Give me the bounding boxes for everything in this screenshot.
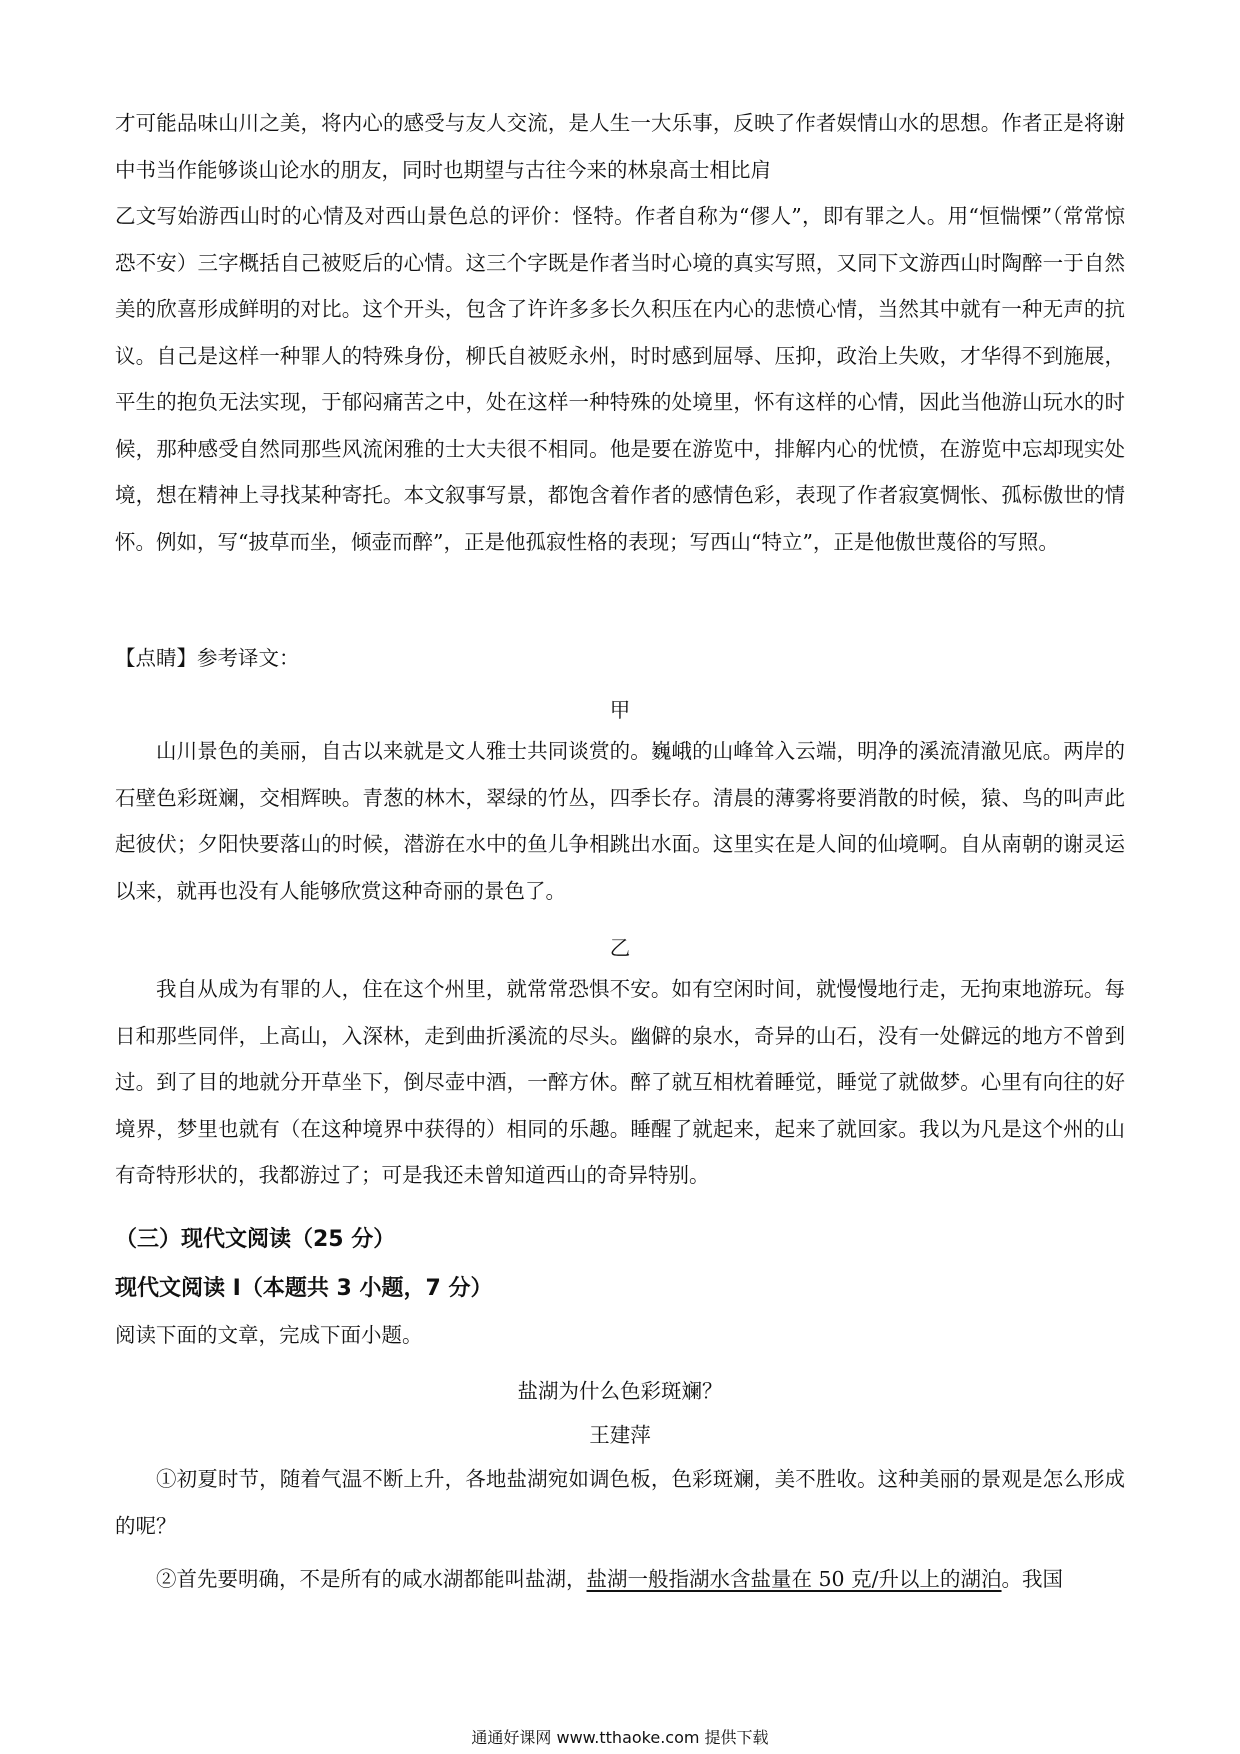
jia-translation: 山川景色的美丽，自古以来就是文人雅士共同谈赏的。巍峨的山峰耸入云端，明净的溪流清澈见底。两岸的石壁色彩斑斓，交相辉映。青葱的林木，翠绿的竹丛，四季长存。清晨的薄雾将要消散的时候，猿、鸟的叫声此起彼伏；夕阳快要落山的时候，潜游在水中的鱼儿争相跳出水面。这里实在是人间的仙境啊。自从南朝的谢灵运以来，就再也没有人能够欣赏这种奇丽的景色了。 [115, 739, 1125, 903]
instruction: 阅读下面的文章，完成下面小题。 [115, 1323, 423, 1347]
underlined-definition: 盐湖一般指湖水含盐量在 50 克/升以上的湖泊 [586, 1567, 1002, 1591]
article-paragraph-1: ①初夏时节，随着气温不断上升，各地盐湖宛如调色板，色彩斑斓，美不胜收。这种美丽的景观是怎么形成的呢？ [115, 1467, 1125, 1538]
article-paragraph-2 [115, 1556, 1125, 1603]
article-paragraph-2-tail: 。我国 [1001, 1567, 1064, 1591]
yi-label: 乙 [609, 936, 631, 960]
article-paragraph-2-text: ②首先要明确，不是所有的咸水湖都能叫盐湖， [156, 1567, 587, 1591]
jia-label: 甲 [609, 698, 631, 722]
dianjing-label: 【点睛】参考译文： [115, 646, 300, 670]
subsection-heading: 现代文阅读 I（本题共 3 小题，7 分） [115, 1276, 493, 1301]
yi-translation: 我自从成为有罪的人，住在这个州里，就常常恐惧不安。如有空闲时间，就慢慢地行走，无拘束地游玩。每日和那些同伴，上高山，入深林，走到曲折溪流的尽头。幽僻的泉水，奇异的山石，没有一处僻远的地方不曾到过。到了目的地就分开草坐下，倒尽壶中酒，一醉方休。醉了就互相枕着睡觉，睡觉了就做梦。心里有向往的好境界，梦里也就有（在这种境界中获得的）相同的乐趣。睡醒了就起来，起来了就回家。我以为凡是这个州的山有奇特形状的，我都游过了；可是我还未曾知道西山的奇异特别。 [115, 977, 1125, 1187]
article-author: 王建萍 [589, 1423, 651, 1447]
footer-watermark: 通通好课网 www.tthaoke.com 提供下载 [471, 1728, 769, 1747]
analysis-paragraph-end: 才可能品味山川之美，将内心的感受与友人交流，是人生一大乐事，反映了作者娱情山水的思想。作者正是将谢中书当作能够谈山论水的朋友，同时也期望与古往今来的林泉高士相比肩 [115, 111, 1125, 182]
section-heading: （三）现代文阅读（25 分） [115, 1227, 396, 1252]
article-title: 盐湖为什么色彩斑斓？ [517, 1379, 723, 1403]
yi-analysis-paragraph: 乙文写始游西山时的心情及对西山景色总的评价：怪特。作者自称为“僇人”，即有罪之人。用“恒惴慄”（常常惊恐不安）三字概括自己被贬后的心情。这三个字既是作者当时心境的真实写照，又同下文游西山时陶醉一于自然美的欣喜形成鲜明的对比。这个开头，包含了许许多多长久积压在内心的悲愤心情，当然其中就有一种无声的抗议。自己是这样一种罪人的特殊身份，柳氏自被贬永州，时时感到屈辱、压抑，政治上失败，才华得不到施展，平生的抱负无法实现，于郁闷痛苦之中，处在这样一种特殊的处境里，怀有这样的心情，因此当他游山玩水的时候，那种感受自然同那些风流闲雅的士大夫很不相同。他是要在游览中，排解内心的忧愤，在游览中忘却现实处境，想在精神上寻找某种寄托。本文叙事写景，都饱含着作者的感情色彩，表现了作者寂寞惆怅、孤标傲世的情怀。例如，写“披草而坐，倾壶而醉”，正是他孤寂性格的表现；写西山“特立”，正是他傲世蔑俗的写照。 [115, 204, 1125, 554]
